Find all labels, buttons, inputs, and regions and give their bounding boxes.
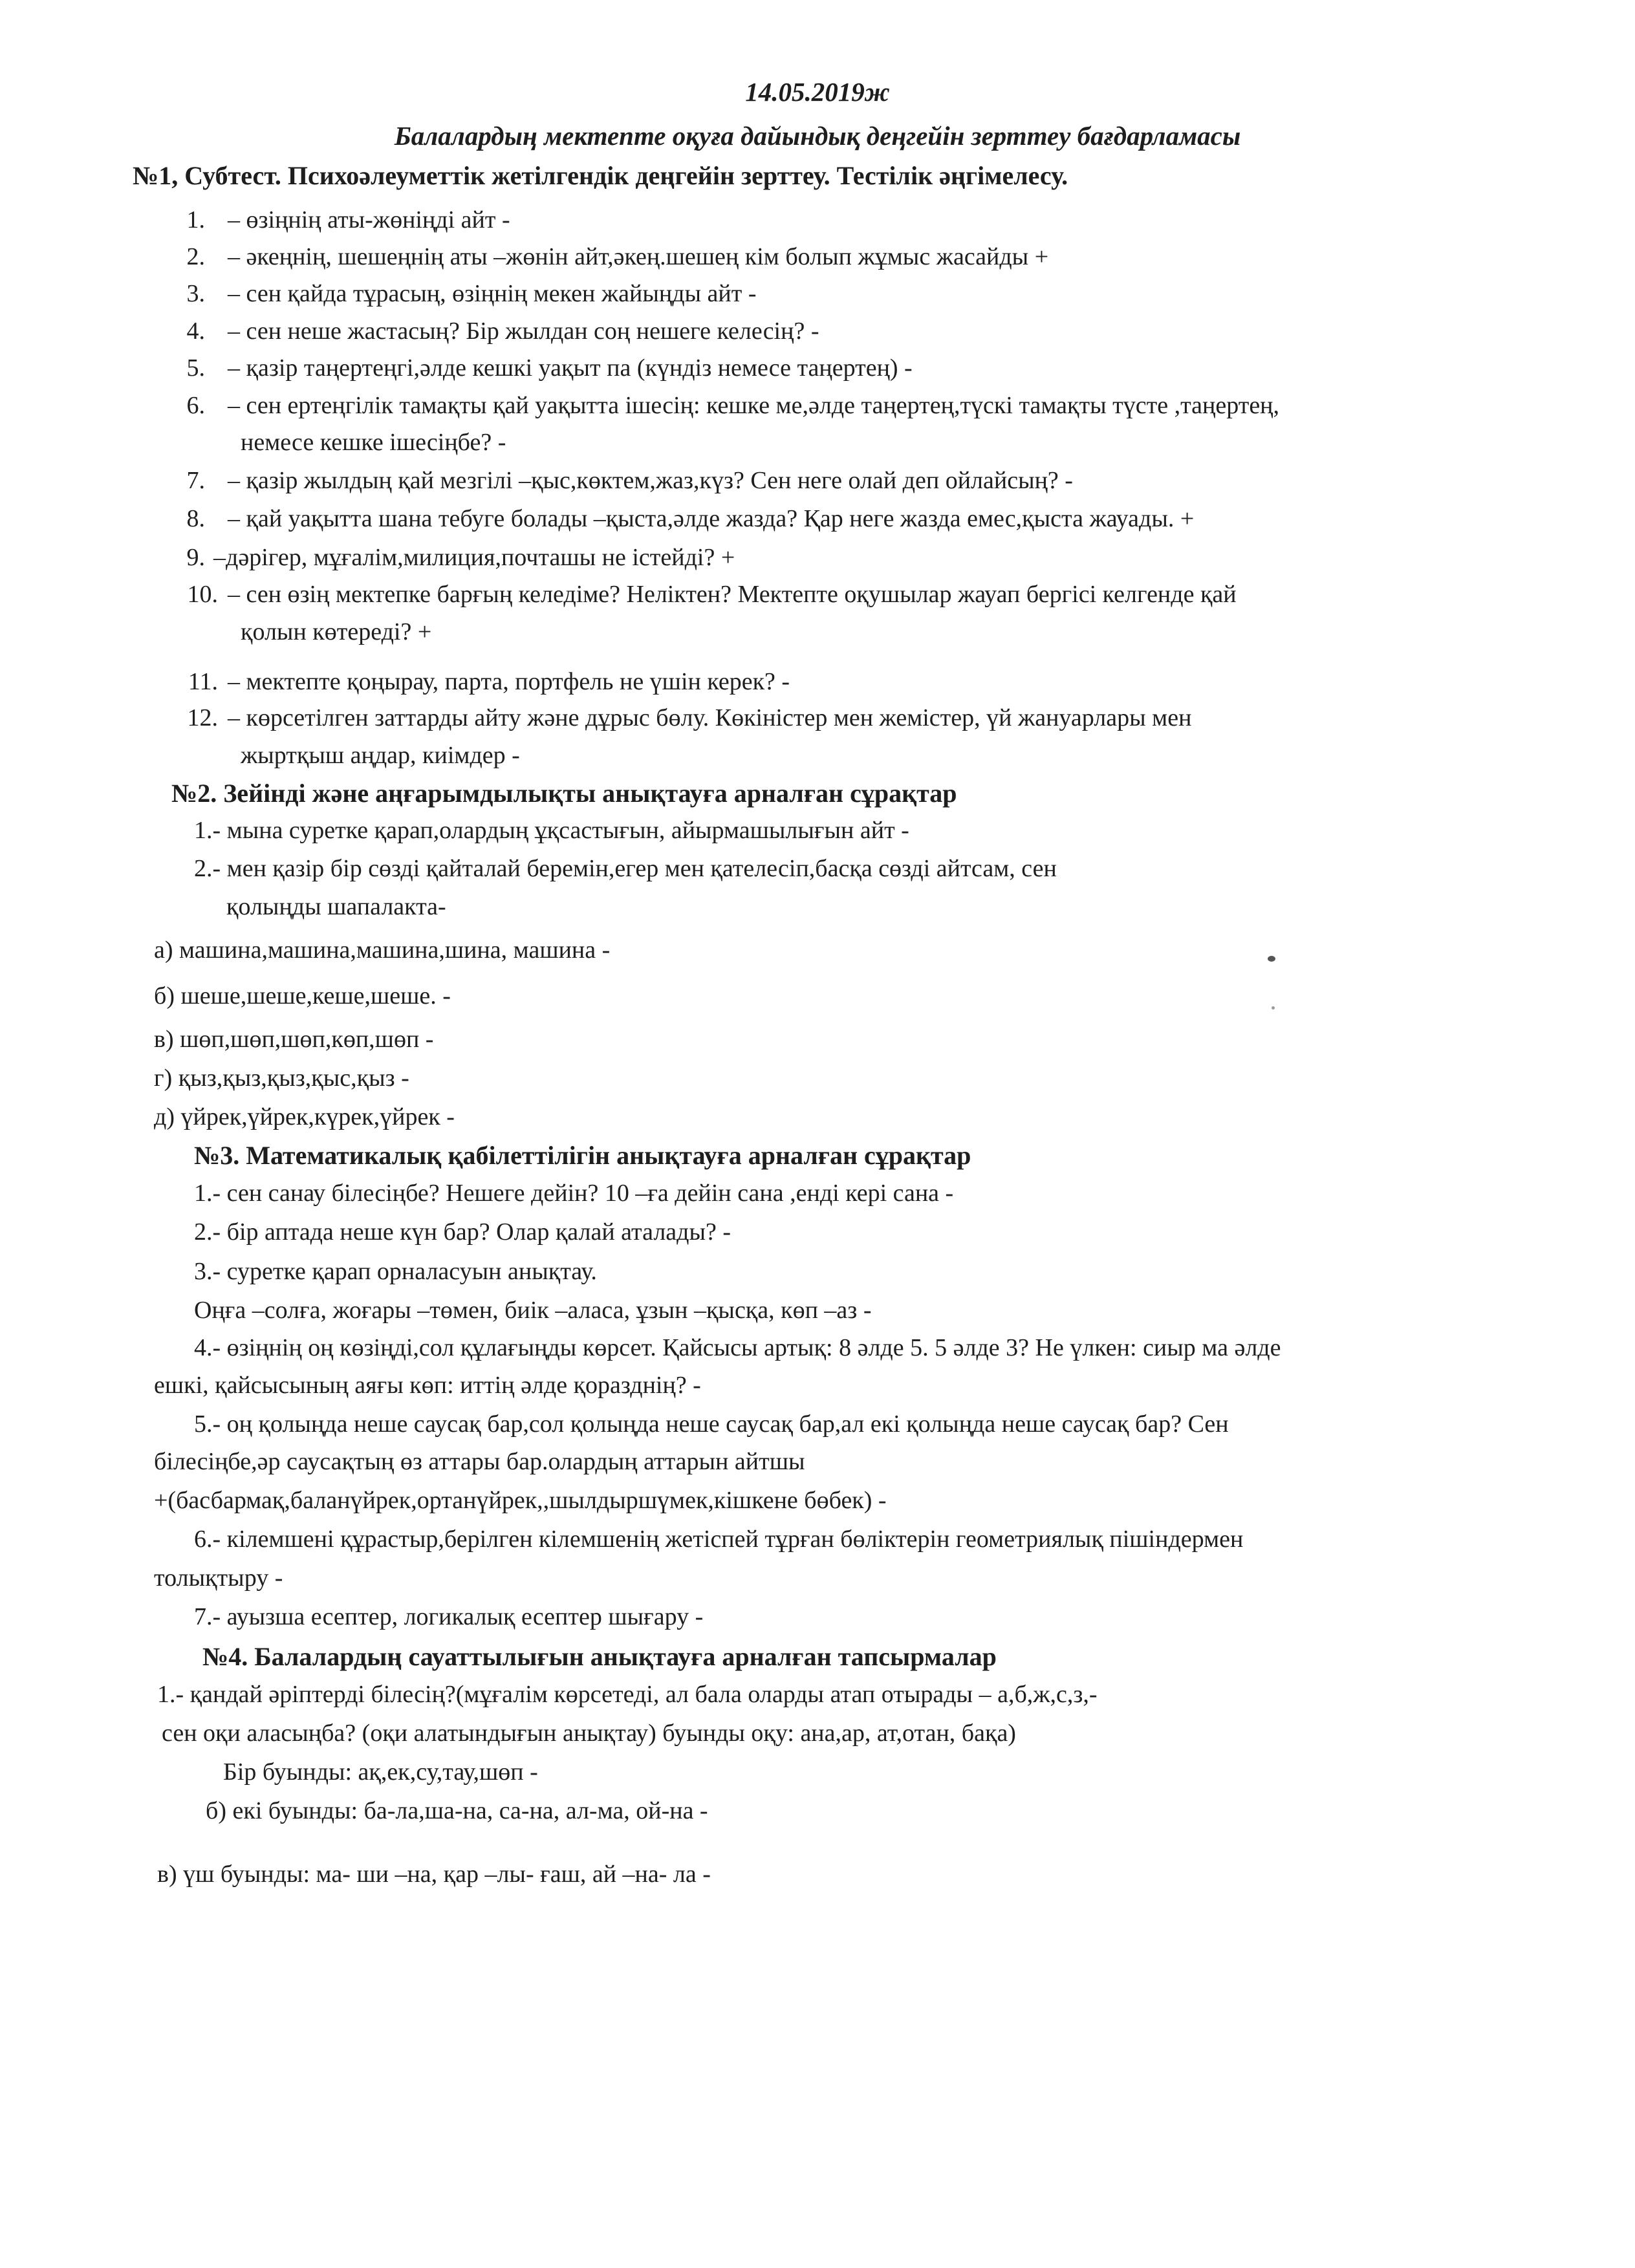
list-item-continuation: қолын көтереді? + [241, 618, 432, 645]
question: 4.- өзіңнің оң көзіңді,сол құлағыңды көрсет. Қайсысы артық: 8 әлде 5. 5 әлде 3? Не үлкен: сиыр ма әлде [194, 1334, 1281, 1361]
question-continuation: қолыңды шапалакта- [226, 893, 446, 920]
list-item: – әкеңнің, шешеңнің аты –жөнін айт,әкең.шешең кім болып жұмыс жасайды + [228, 243, 1049, 270]
question-continuation: Оңға –солға, жоғары –төмен, биік –аласа, ұзын –қысқа, көп –аз - [194, 1297, 872, 1324]
question: 1.- мына суретке қарап,олардың ұқсастығын, айырмашылығын айт - [194, 817, 909, 844]
question-continuation: +(басбармақ,баланүйрек,ортанүйрек,,шылдыршүмек,кішкене бөбек) - [154, 1487, 887, 1514]
document-title: Балалардың мектепте оқуға дайындық деңгейін зерттеу бағдарламасы [394, 121, 1241, 151]
list-number: 11. [188, 668, 218, 695]
section-4-heading: №4. Балалардың сауаттылығын анықтауға арналған тапсырмалар [202, 1642, 997, 1671]
question: 5.- оң қолыңда неше саусақ бар,сол қолыңда неше саусақ бар,ал екі қолыңда неше саусақ бар? Сен [194, 1410, 1229, 1438]
list-item: – мектепте қоңырау, парта, портфель не үшін керек? - [228, 668, 790, 695]
list-number: 3. [186, 280, 205, 307]
list-item: – қазір жылдың қай мезгілі –қыс,көктем,жаз,күз? Сен неге олай деп ойлайсың? - [228, 467, 1073, 494]
list-item-continuation: немесе кешке ішесіңбе? - [241, 429, 506, 456]
word-row: в) шөп,шөп,шөп,көп,шөп - [154, 1026, 434, 1053]
question: 6.- кілемшені құрастыр,берілген кілемшенің жетіспей тұрған бөліктерін геометриялық пішіндермен [194, 1526, 1244, 1553]
list-number: 8. [186, 505, 205, 532]
list-item: – қазір таңертеңгі,әлде кешкі уақыт па (күндіз немесе таңертең) - [228, 354, 913, 382]
question-continuation: білесіңбе,әр саусақтың өз аттары бар.олардың аттарын айтшы [154, 1448, 805, 1475]
list-number: 2. [186, 243, 205, 270]
list-item-continuation: жыртқыш аңдар, киімдер - [241, 742, 520, 769]
word-row: а) машина,машина,машина,шина, машина - [154, 936, 611, 964]
word-row: г) қыз,қыз,қыз,қыс,қыз - [154, 1064, 409, 1092]
syllable-row: б) екі буынды: ба-ла,ша-на, са-на, ал-ма, ой-на - [206, 1797, 708, 1824]
scan-speck [1272, 1006, 1275, 1010]
question: 2.- мен қазір бір сөзді қайталай беремін,егер мен қателесіп,басқа сөзді айтсам, сен [194, 855, 1057, 882]
question-continuation: сен оқи аласыңба? (оқи алатындығын анықтау) буынды оқу: ана,ар, ат,отан, бақа) [162, 1720, 1016, 1747]
list-item: – сен неше жастасың? Бір жылдан соң нешеге келесің? - [228, 318, 819, 345]
list-item: – қай уақытта шана тебуге болады –қыста,әлде жазда? Қар неге жазда емес,қыста жауады. + [228, 505, 1195, 532]
section-3-heading: №3. Математикалық қабілеттілігін анықтауға арналған сұрақтар [194, 1141, 971, 1170]
list-number: 7. [186, 467, 205, 494]
list-item: – өзіңнің аты-жөніңді айт - [228, 206, 510, 233]
document-date: 14.05.2019ж [745, 77, 890, 107]
question: 1.- қандай әріптерді білесің?(мұғалім көрсетеді, ал бала оларды атап отырады – а,б,ж,с,з,- [157, 1681, 1098, 1708]
list-item: – көрсетілген заттарды айту және дұрыс бөлу. Көкіністер мен жемістер, үй жануарлары мен [228, 704, 1192, 731]
list-number: 9. [186, 544, 205, 571]
question-continuation: ешкі, қайсысының аяғы көп: иттің әлде қоразднің? - [154, 1372, 701, 1399]
scan-speck [1268, 956, 1275, 962]
question: 7.- ауызша есептер, логикалық есептер шығару - [194, 1603, 704, 1630]
question: 1.- сен санау білесіңбе? Нешеге дейін? 10 –ға дейін сана ,енді кері сана - [194, 1180, 954, 1207]
syllable-row: в) үш буынды: ма- ши –на, қар –лы- ғаш, ай –на- ла - [157, 1861, 711, 1888]
question: 2.- бір аптада неше күн бар? Олар қалай аталады? - [194, 1218, 731, 1246]
section-2-heading: №2. Зейінді және аңғарымдылықты анықтауға арналған сұрақтар [171, 779, 957, 808]
list-item: – сен өзің мектепке барғың келедіме? Неліктен? Мектепте оқушылар жауап бергісі келгенде қай [228, 581, 1237, 608]
list-item: – сен қайда тұрасың, өзіңнің мекен жайыңды айт - [228, 280, 757, 307]
question-continuation: толықтыру - [154, 1564, 283, 1592]
word-row: б) шеше,шеше,кеше,шеше. - [154, 982, 451, 1010]
list-item: –дәрігер, мұғалім,милиция,почташы не істейді? + [213, 544, 735, 571]
question: 3.- суретке қарап орналасуын анықтау. [194, 1258, 597, 1285]
syllable-row: Бір буынды: ақ,ек,су,тау,шөп - [223, 1758, 538, 1786]
list-number: 4. [186, 318, 205, 345]
list-number: 1. [186, 206, 205, 233]
list-number: 5. [186, 354, 205, 382]
list-number: 10. [187, 581, 218, 608]
list-number: 6. [186, 392, 205, 419]
section-1-heading: №1, Субтест. Психоәлеуметтік жетілгендік деңгейін зерттеу. Тестілік әңгімелесу. [133, 161, 1068, 190]
word-row: д) үйрек,үйрек,күрек,үйрек - [154, 1103, 455, 1130]
list-number: 12. [187, 704, 218, 731]
list-item: – сен ертеңгілік тамақты қай уақытта ішесің: кешке ме,әлде таңертең,түскі тамақты түсте ,таңертең, [228, 392, 1280, 419]
